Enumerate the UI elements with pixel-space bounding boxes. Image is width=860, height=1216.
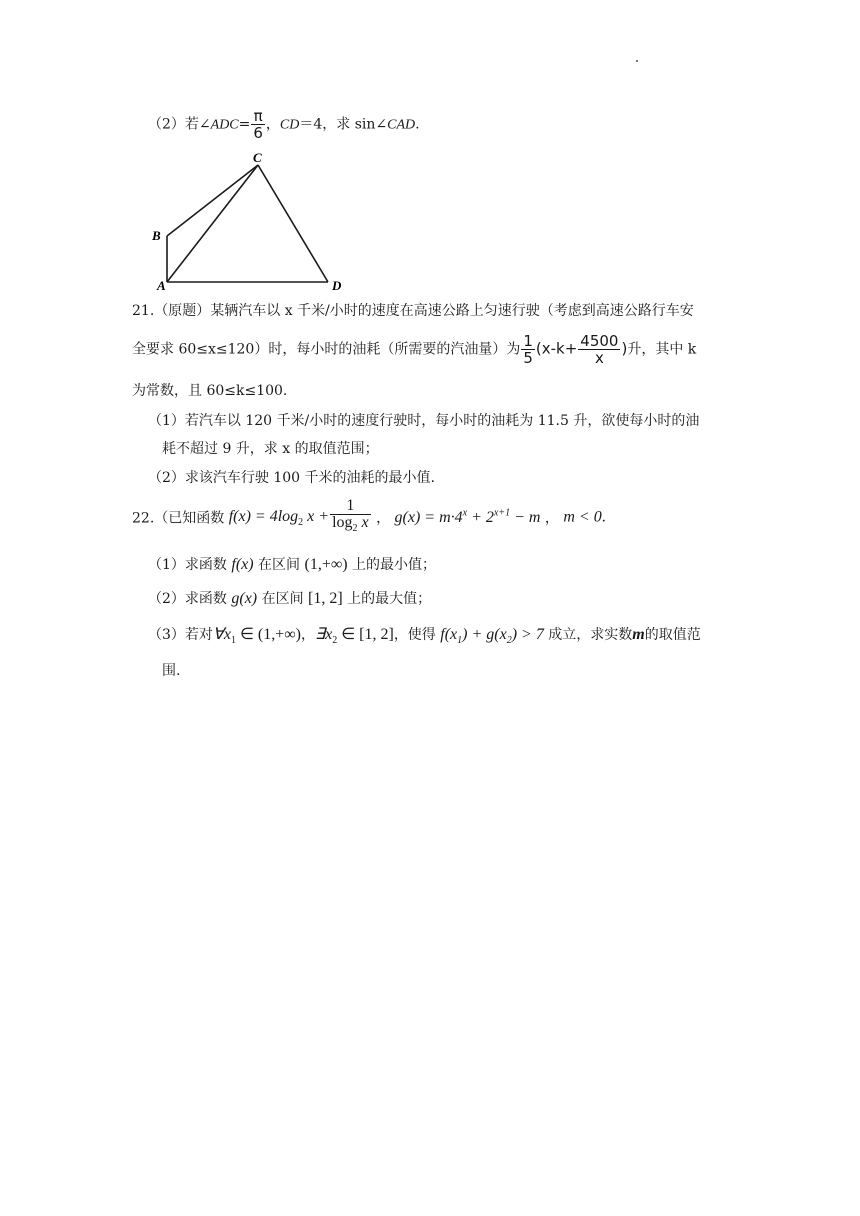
inequality: $f(x_1) + g(x_2) > 7$ (440, 626, 544, 647)
label-d: D (332, 278, 342, 293)
q21-line1: 21.（原题）某辆汽车以 x 千米/小时的速度在高速公路上匀速行驶（考虑到高速公路行车安 (132, 303, 694, 319)
segment-bc (167, 165, 258, 236)
label-b: B (152, 228, 161, 243)
q22-sub1: （1）求函数 f(x) 在区间 (1,+∞) 上的最小值； (148, 556, 437, 573)
g-definition: $g(x) = m\cdot 4^x + 2^{x+1} - m$ (394, 507, 541, 527)
q20-end: . (415, 116, 420, 133)
page-dot (636, 60, 638, 62)
forall-x1: $\forall x_1$ ∈ (1,+∞) (212, 626, 301, 647)
quadrilateral-figure (140, 148, 360, 293)
exists-x2: $\exists x_2$ ∈ [1, 2] (315, 626, 394, 647)
q21-sub2: （2）求该汽车行驶 100 千米的油耗的最小值. (148, 470, 435, 486)
q22-sub3-tail: 围. (162, 663, 181, 679)
eq-sign: = (238, 116, 251, 133)
angle-adc: ADC (210, 117, 239, 133)
fuel-expr-open: (x-k+ (535, 339, 578, 358)
q21-sub1-b: 耗不超过 9 升，求 x 的取值范围； (162, 441, 379, 457)
fuel-expr-close: ) (621, 339, 628, 358)
frac-4500-over-x: $\frac{4500}{x}$ (580, 332, 619, 367)
angle-cad: CAD (387, 117, 416, 133)
label-c: C (253, 150, 262, 165)
q21-line2-tail: 升，其中 k (627, 341, 697, 358)
pi-over-six: $\frac{\pi}{6}$ (253, 107, 263, 142)
q22-sub3: （3）若对$\forall x_1$ ∈ (1,+∞)，$\exists x_2$ ∈ [1, 2]，使得 $f(x_1) + g(x_2) > 7$ 成立，求实数m的取值范 (148, 626, 701, 647)
cd-label: CD (279, 117, 300, 133)
q20-part2-prefix: （2）若∠ (148, 116, 211, 133)
q20-part2 (148, 108, 420, 141)
q21-line2 (132, 333, 696, 366)
frac-one-over-log: $\frac{1}{\log_2 x}$ (332, 497, 369, 535)
segment-ac (167, 165, 258, 282)
label-a: A (157, 278, 166, 293)
q21-line3: 为常数，且 60≤k≤100. (132, 383, 288, 399)
figure-lines (167, 165, 328, 282)
q22-sub2: （2）求函数 g(x) 在区间 [1, 2] 上的最大值； (148, 590, 432, 607)
frac-one-fifth: $\frac{1}{5}$ (523, 332, 533, 367)
q21-line2-text: 全要求 60≤x≤120）时，每小时的油耗（所需要的汽油量）为 (132, 341, 521, 358)
q22-head: 22.（已知函数 $f(x) = 4\log_2$ x + $\frac{1}{\log_2 x}$ ， $g(x) = m\cdot 4^x + 2^{x+1} - m$ ， m < 0. (132, 498, 606, 537)
segment-cd (258, 165, 328, 282)
f-definition: $f(x) = 4\log_2$ x + $\frac{1}{\log_2 x}$ (229, 508, 372, 525)
m-condition: m < 0 (563, 508, 602, 526)
q20-comma: ， (265, 116, 280, 133)
cd-eq: ＝4，求 sin∠ (299, 116, 388, 133)
q22-intro: 22.（已知函数 (132, 510, 225, 527)
q21-sub1-a: （1）若汽车以 120 千米/小时的速度行驶时，每小时的油耗为 11.5 升，欲使每小时的油 (148, 413, 700, 429)
